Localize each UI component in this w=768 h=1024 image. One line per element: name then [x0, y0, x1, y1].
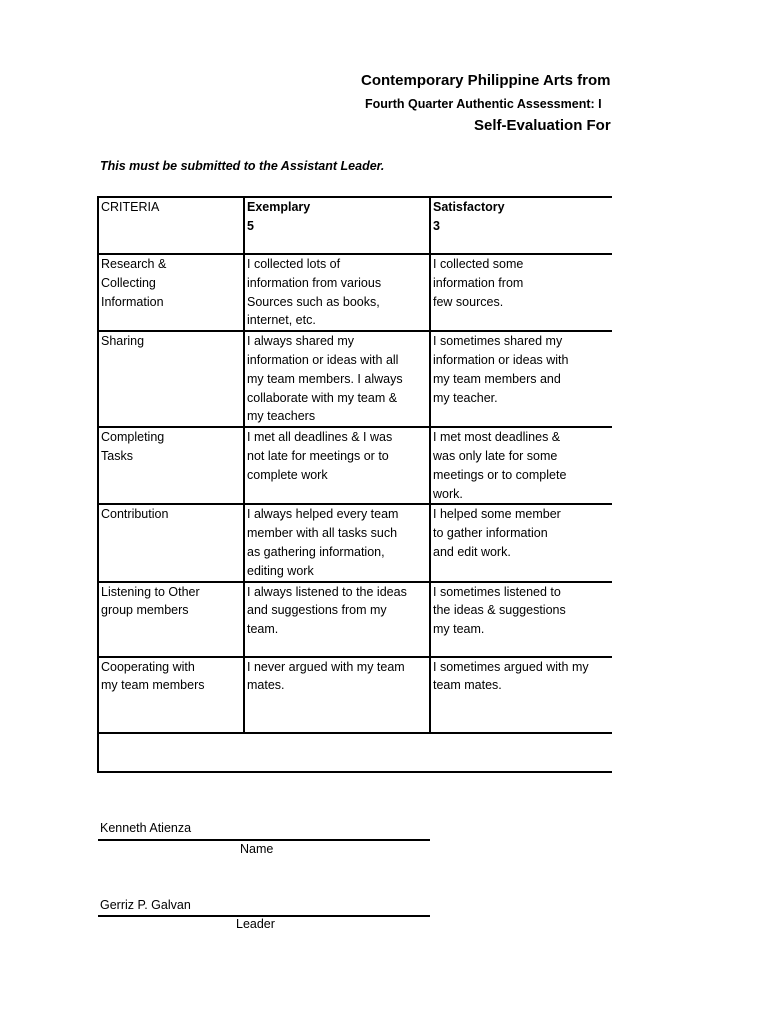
- total-cell: [98, 733, 612, 772]
- rubric-total-row: [98, 733, 612, 772]
- criterion-text: Contribution: [101, 507, 169, 522]
- rubric-row: [98, 657, 612, 733]
- rubric-row: [98, 582, 612, 657]
- criterion-cell: [98, 582, 244, 657]
- satisfactory-cell: [430, 254, 612, 331]
- level-score: 5: [247, 218, 254, 233]
- level-name: Exemplary: [247, 200, 311, 214]
- rubric-row: [98, 504, 612, 581]
- document-title: Contemporary Philippine Arts from: [361, 72, 611, 89]
- name-signature-line: [98, 839, 430, 841]
- satisfactory-text: I helped some member to gather information and edit work.: [433, 507, 561, 559]
- criterion-cell: [98, 427, 244, 504]
- name-label: Name: [240, 842, 274, 856]
- rubric-row: [98, 331, 612, 427]
- level-name: Satisfactory: [433, 200, 505, 214]
- exemplary-cell: [244, 657, 430, 733]
- criterion-cell: [98, 254, 244, 331]
- rubric-table: [97, 196, 612, 773]
- satisfactory-text: I sometimes shared my information or ideas with my team members and my teacher.: [433, 334, 569, 405]
- level-score: 3: [433, 218, 440, 233]
- criterion-cell: [98, 331, 244, 427]
- criterion-text: Research & Collecting Information: [101, 257, 167, 309]
- level-header-exemplary: [244, 197, 430, 254]
- criterion-cell: [98, 657, 244, 733]
- exemplary-cell: [244, 427, 430, 504]
- satisfactory-cell: [430, 657, 612, 733]
- satisfactory-cell: [430, 427, 612, 504]
- level-header-satisfactory: [430, 197, 612, 254]
- exemplary-cell: [244, 504, 430, 581]
- exemplary-cell: [244, 582, 430, 657]
- satisfactory-text: I collected some information from few sources.: [433, 257, 524, 309]
- criteria-header: CRITERIA: [98, 197, 244, 254]
- rubric-row: [98, 254, 612, 331]
- criterion-text: Cooperating with my team members: [101, 659, 205, 693]
- exemplary-text: I never argued with my team mates.: [247, 659, 405, 693]
- satisfactory-cell: [430, 331, 612, 427]
- leader-value: Gerriz P. Galvan: [100, 898, 191, 912]
- form-title: Self-Evaluation For: [474, 117, 611, 134]
- exemplary-text: I always listened to the ideas and suggestions from my team.: [247, 584, 407, 637]
- document-subtitle: Fourth Quarter Authentic Assessment: I: [365, 97, 602, 111]
- exemplary-cell: [244, 331, 430, 427]
- rubric-header-row: [98, 197, 612, 254]
- criterion-text: Completing Tasks: [101, 430, 165, 463]
- exemplary-text: I always shared my information or ideas with all my team members. I always collaborate with my team & my teachers: [247, 334, 403, 424]
- leader-label: Leader: [236, 917, 275, 931]
- satisfactory-cell: [430, 582, 612, 657]
- exemplary-text: I met all deadlines & I was not late for meetings or to complete work: [247, 430, 393, 482]
- exemplary-text: I collected lots of information from various Sources such as books, internet, etc.: [247, 257, 382, 328]
- criterion-text: Listening to Other group members: [101, 584, 200, 618]
- satisfactory-text: I sometimes listened to the ideas & suggestions my team.: [433, 584, 566, 637]
- exemplary-cell: [244, 254, 430, 331]
- satisfactory-text: I met most deadlines & was only late for some meetings or to complete work.: [433, 430, 567, 501]
- exemplary-text: I always helped every team member with all tasks such as gathering information, editing work: [247, 507, 399, 578]
- name-value: Kenneth Atienza: [100, 821, 192, 835]
- criterion-cell: [98, 504, 244, 581]
- satisfactory-cell: [430, 504, 612, 581]
- criterion-text: Sharing: [101, 334, 145, 349]
- satisfactory-text: I sometimes argued with my team mates.: [433, 659, 589, 693]
- rubric-row: [98, 427, 612, 504]
- submission-note: This must be submitted to the Assistant Leader.: [100, 159, 385, 173]
